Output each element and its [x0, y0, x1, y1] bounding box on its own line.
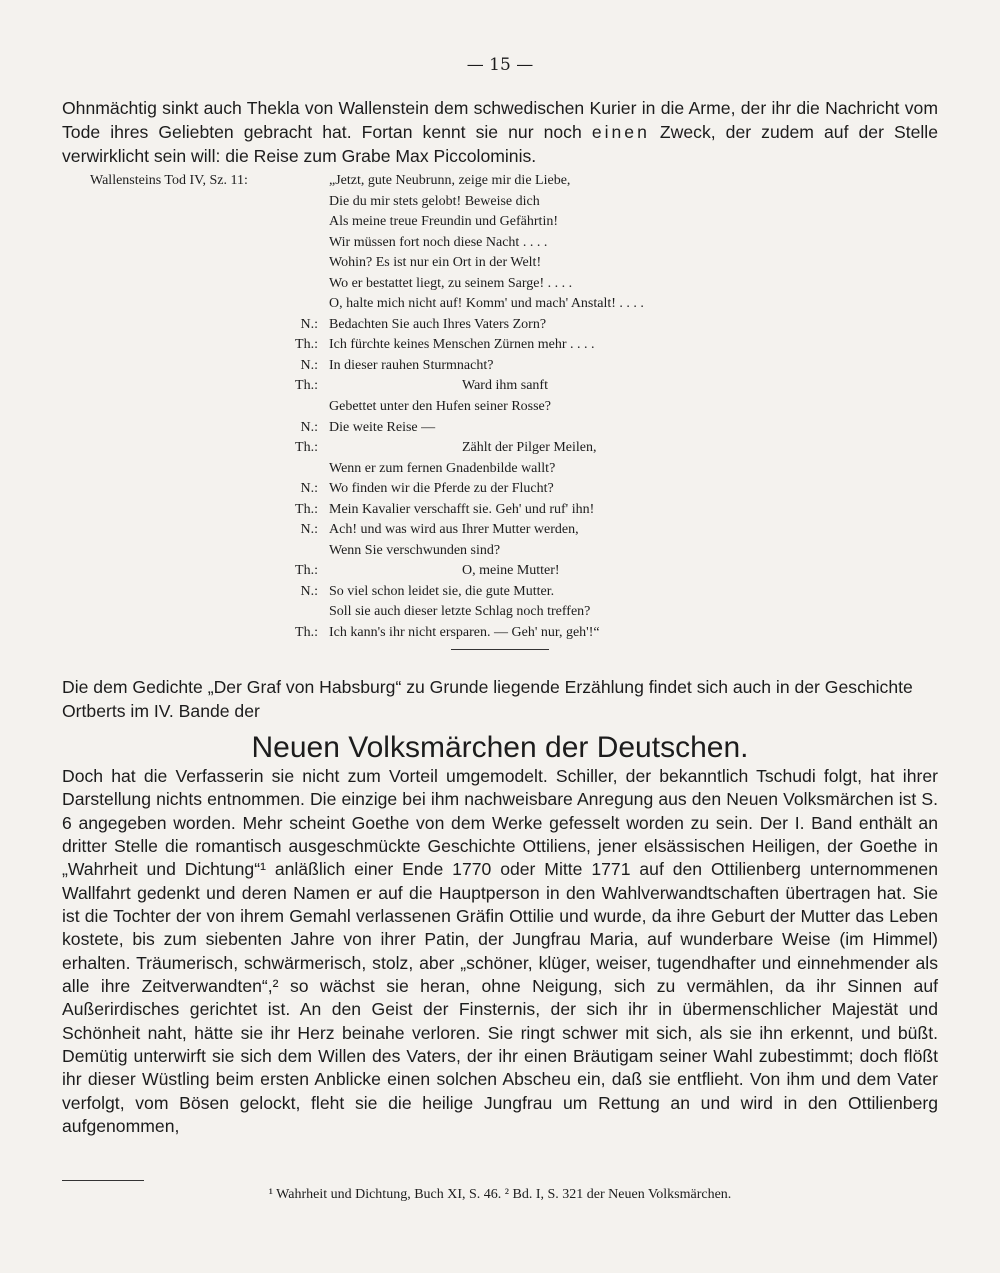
verse-speaker: N.:: [300, 583, 318, 599]
verse-speaker: N.:: [300, 419, 318, 435]
verse-line: [62, 561, 938, 582]
paragraph-thekla-text-end: Zweck, der zudem auf der Stelle verwirklicht sein will: die Reise zum Grabe Max Piccolominis.: [62, 122, 938, 167]
verse-text: Zählt der Pilger Meilen,: [462, 440, 597, 456]
footnotes: ¹ Wahrheit und Dichtung, Buch XI, S. 46. ² Bd. I, S. 321 der Neuen Volksmärchen.: [268, 1187, 732, 1202]
verse-speaker: Th.:: [295, 378, 318, 394]
verse-text: Wir müssen fort noch diese Nacht . . . .: [329, 234, 548, 250]
verse-line: [62, 438, 938, 459]
verse-line: [62, 315, 938, 336]
verse-line: [62, 253, 938, 274]
verse-speaker: N.:: [300, 481, 318, 497]
verse-text: O, meine Mutter!: [462, 563, 560, 579]
verse-text: Wenn er zum fernen Gnadenbilde wallt?: [329, 460, 556, 476]
verse-text: Mein Kavalier verschafft sie. Geh' und ruf' ihn!: [329, 501, 595, 517]
verse-line: [62, 602, 938, 623]
verse-line: [62, 376, 938, 397]
verse-speaker: N.:: [300, 522, 318, 538]
verse-line: [62, 192, 938, 213]
section-heading: Neuen Volksmärchen der Deutschen.: [251, 731, 749, 764]
verse-text: Ward ihm sanft: [462, 378, 548, 394]
verse-text: So viel schon leidet sie, die gute Mutter.: [329, 583, 555, 599]
verse-speaker: Th.:: [295, 440, 318, 456]
verse-line: [62, 500, 938, 521]
verse-text: Ich kann's ihr nicht ersparen. — Geh' nur, geh'!“: [329, 625, 600, 641]
footnote-divider: [62, 1180, 144, 1181]
emphasized-word: einen: [591, 122, 650, 143]
verse-line: [62, 520, 938, 541]
paragraph-thekla-text: Ohnmächtig sinkt auch Thekla von Wallenstein dem schwedischen Kurier in die Arme, der ihr die Nachricht vom Tode ihres Geliebten gebracht hat. Fortan kennt sie nur noch: [62, 98, 938, 143]
verse-text: Bedachten Sie auch Ihres Vaters Zorn?: [329, 316, 547, 332]
verse-text: Wo finden wir die Pferde zu der Flucht?: [329, 481, 554, 497]
verse-text: Wenn Sie verschwunden sind?: [329, 542, 501, 558]
verse-text: Als meine treue Freundin und Gefährtin!: [329, 214, 558, 230]
verse-line: [62, 294, 938, 315]
verse-speaker: Th.:: [295, 337, 318, 353]
verse-line: [62, 274, 938, 295]
verse-line: [62, 356, 938, 377]
paragraph-habsburg: Die dem Gedichte „Der Graf von Habsburg“ zu Grunde liegende Erzählung findet sich auch in der Geschichte Ortberts im IV. Bande der: [62, 677, 913, 721]
paragraph-thekla: [62, 96, 938, 169]
verse-line: [62, 479, 938, 500]
verse-line: [62, 335, 938, 356]
verse-text: O, halte mich nicht auf! Komm' und mach' Anstalt! . . . .: [329, 296, 644, 312]
section-divider: [451, 649, 549, 650]
verse-speaker: Th.:: [295, 501, 318, 517]
verse-line: [62, 582, 938, 603]
verse-line: [62, 541, 938, 562]
verse-line: [62, 212, 938, 233]
verse-speaker: N.:: [300, 357, 318, 373]
verse-line: [62, 623, 938, 644]
verse-line: [62, 459, 938, 480]
verse-quotation: [62, 171, 938, 644]
verse-text: Die weite Reise —: [329, 419, 436, 435]
verse-text: Ich fürchte keines Menschen Zürnen mehr . . . .: [329, 337, 595, 353]
verse-text: Soll sie auch dieser letzte Schlag noch treffen?: [329, 604, 591, 620]
verse-text: Gebettet unter den Hufen seiner Rosse?: [329, 399, 551, 415]
verse-text: Die du mir stets gelobt! Beweise dich: [329, 193, 540, 209]
page-number: — 15 —: [466, 55, 534, 75]
verse-text: „Jetzt, gute Neubrunn, zeige mir die Liebe,: [329, 173, 571, 188]
paragraph-ottilie: Doch hat die Verfasserin sie nicht zum Vorteil umgemodelt. Schiller, der bekanntlich Tschudi folgt, hat ihrer Darstellung nichts entnommen. Die einzige bei ihm nachweisbare Anregung aus den Neuen Volksmärchen ist S. 6 angegeben worden. Mehr scheint Goethe von dem Werke gefesselt worden zu sein. Der I. Band enthält an dritter Stelle die romantisch ausgeschmückte Geschichte Ottiliens, jener elsässischen Heiligen, der Goethe in „Wahrheit und Dichtung“¹ anläßlich einer Ende 1770 oder Mitte 1771 auf den Ottilienberg unternommenen Wallfahrt gedenkt und deren Namen er auf die Hauptperson in den Wahlverwandtschaften übertragen hat. Sie ist die Tochter der von ihrem Gemahl verlassenen Gräfin Ottilie und wurde, da ihre Geburt der Mutter das Leben kostete, bis zum siebenten Jahre von ihrer Patin, der Jungfrau Maria, auf wunderbare Weise (im Himmel) erhalten. Träumerisch, schwärmerisch, stolz, aber „schöner, klüger, weiser, tugendhafter und einnehmender als alle ihre Zeitverwandten“,² so wächst sie heran, ohne Neigung, sich zu vermählen, da ihr Sinnen auf Außerirdisches gerichtet ist. An den Geist der Finsternis, der sich ihr in übermenschlicher Majestät und Schönheit naht, hätte sie ihr Herz beinahe verloren. Sie ringt schwer mit sich, als sie ihn erkennt, und büßt. Demütig unterwirft sie sich dem Willen des Vaters, der ihr einen Bräutigam seiner Wahl zubestimmt; doch flößt ihr dieser Wüstling beim ersten Anblicke einen solchen Abscheu ein, daß sie entflieht. Von ihm und dem Vater verfolgt, vom Bösen gelockt, fleht sie die heilige Jungfrau um Rettung an und wird in den Ottilienberg aufgenommen,: [62, 766, 938, 1137]
verse-line: [62, 171, 938, 192]
verse-line: [62, 233, 938, 254]
verse-speaker: Th.:: [295, 563, 318, 579]
verse-line: [62, 397, 938, 418]
verse-text: Wohin? Es ist nur ein Ort in der Welt!: [329, 255, 542, 271]
verse-text: Ach! und was wird aus Ihrer Mutter werden,: [329, 522, 579, 538]
verse-line: [62, 418, 938, 439]
verse-text: In dieser rauhen Sturmnacht?: [329, 357, 494, 373]
verse-speaker: Th.:: [295, 625, 318, 641]
verse-speaker: N.:: [300, 316, 318, 332]
verse-text: Wo er bestattet liegt, zu seinem Sarge! . . . .: [329, 275, 573, 291]
verse-source: Wallensteins Tod IV, Sz. 11:: [90, 173, 248, 188]
